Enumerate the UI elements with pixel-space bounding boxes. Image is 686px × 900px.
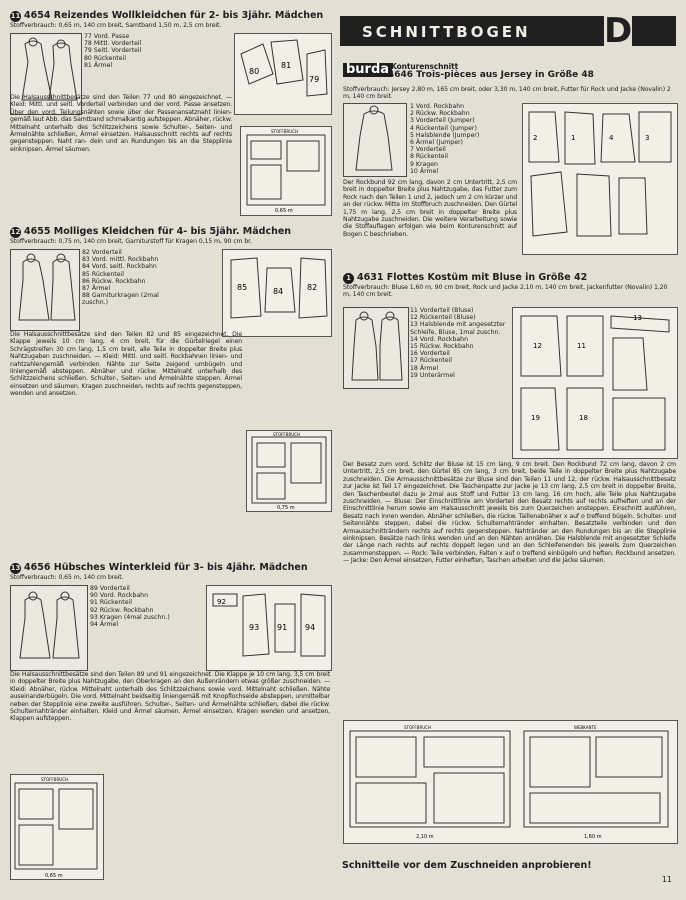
- outfit-illustration: [343, 103, 407, 177]
- svg-text:WEBKANTE: WEBKANTE: [574, 725, 597, 730]
- layout-diagram-4655: [246, 430, 332, 512]
- section-label: SCHNITTBOGEN: [362, 23, 531, 41]
- svg-text:STOFFBRUCH: STOFFBRUCH: [273, 432, 300, 437]
- svg-text:80: 80: [249, 67, 260, 76]
- section-4654: [10, 10, 335, 29]
- svg-text:93: 93: [249, 623, 260, 632]
- burda-heading: -Konturenschnitt 4646 Trois-pièces aus Jersey in Größe 48: [388, 62, 594, 81]
- section-title: 11 4654 Reizendes Wollkleidchen für 2- bis 3jähr. Mädchen: [10, 10, 324, 21]
- instructions-4655: Die Halsausschnittbesätze sind den Teilen 82 und 85 eingezeichnet. Die Klappe jeweils 10 cm lang, 4 cm breit, für die Gürtelriegel einen Schrägstreifen 30 cm lang, 1,5 cm breit, alle Teile in doppelter Breite plus Nahtzugaben zuschneiden. — Kleid: Mittl. und seitl. Rockbahnen linien- und nahtzahlengemäß verbinden. Nähte zur Seite zeigend umbügeln und liniengemäß absteppen. Abnäher und rückw. Mittelnaht unterhalb des Schlitzzeichens schließen. Schulter-, Seiten- und Ärmelnähte steppen. Ärmel einsetzen und säumen. Kragen zuschneiden, rechts auf rechts gegensteppen, wenden und ansetzen.: [10, 331, 242, 398]
- svg-text:2,10 m: 2,10 m: [416, 834, 434, 840]
- svg-text:0,65 m: 0,65 m: [275, 208, 293, 214]
- svg-text:85: 85: [237, 283, 248, 292]
- svg-text:91: 91: [277, 623, 288, 632]
- svg-text:STOFFBRUCH: STOFFBRUCH: [404, 725, 431, 730]
- dress-illustration: [10, 249, 80, 331]
- section-badge: 11: [10, 12, 21, 20]
- svg-text:1,60 m: 1,60 m: [584, 834, 602, 840]
- pattern-pieces-4646: [522, 103, 678, 255]
- pattern-pieces-4654: [234, 33, 332, 115]
- instructions-4654: Die Halsausschnittbesätze sind den Teilen 77 und 80 eingezeichnet. — Kleid: Mittl. und seitl. Vorderteil verbinden und der vord. Passe ansetzen. Über den vord. Teilungsnähten sowie über der Passenansatznaht liniengemäß laut Abb. das Samtband schmalkantig aufsteppen. Abnäher, rückw. Mittelnaht unterhalb des Schlitzzeichens sowie Schulter-, Seiten- und Ärmelnähte schließen, Ärmel einsetzen. Halsausschnitt rechts auf rechts gegensteppen. Naht ran- dein und an Rundungen bis an die Stepplinie einknipsen. Ärmel säumen.: [10, 94, 232, 153]
- section-header-band: [340, 11, 676, 51]
- svg-text:82: 82: [307, 283, 318, 292]
- material-info: Stoffverbrauch: 0,65 m, 140 cm breit, Samtband 1,50 m, 2,5 cm breit.: [10, 22, 222, 29]
- svg-text:11: 11: [577, 342, 586, 350]
- svg-text:4: 4: [609, 134, 614, 142]
- layout-diagram-4656: [10, 774, 104, 880]
- pattern-pieces-4656: [206, 585, 332, 671]
- svg-text:81: 81: [281, 61, 292, 70]
- svg-text:84: 84: [273, 287, 284, 296]
- instructions-4646: Der Rockbund 92 cm lang, davon 2 cm Untertritt, 2,5 cm breit in doppelter Breite plus Nahtzugabe, das Futter zum Rock nach den Teilen 1 und 2, jedoch um 2 cm kürzer und an der rückw. Mitte im Stoffbruch zuschneiden. Den Gürtel 1,75 m lang, 2,5 cm breit in doppelter Breite plus Nahtzugabe zuschneiden. Die weitere Verarbeitung sowie die Stoffauflagen erfolgen wie beim Konturenschnitt auf Bogen C beschrieben.: [343, 179, 517, 238]
- section-4656: 13 4656 Hübsches Winterkleid für 3- bis 4jähr. Mädchen Stoffverbrauch: 0,65 m, 140 cm breit.: [10, 562, 308, 581]
- pattern-pieces-4631: [512, 307, 678, 459]
- svg-text:79: 79: [309, 75, 320, 84]
- part-list-4631: 11 Vorderteil (Bluse) 12 Rückenteil (Bluse) 13 Halsblende mit angesetzter Schleife, Bluse, 1mal zuschn. 14 Vord. Rockbahn 15 Rückw. Rockbahn 16 Vorderteil 17 Rückenteil 18 Ärmel 19 Unterärmel: [410, 307, 506, 379]
- svg-text:94: 94: [305, 623, 316, 632]
- svg-text:92: 92: [217, 598, 226, 606]
- layout-diagram-4631: [343, 720, 678, 844]
- svg-text:STOFFBRUCH: STOFFBRUCH: [271, 129, 298, 134]
- part-list-4646: 1 Vord. Rockbahn 2 Rückw. Rockbahn 3 Vorderteil (Jumper) 4 Rückenteil (Jumper) 5 Halsblende (Jumper) 6 Ärmel (Jumper) 7 Vorderteil 8 Rückenteil 9 Kragen 10 Ärmel: [410, 103, 480, 175]
- svg-text:2: 2: [533, 134, 538, 142]
- section-4655: 12 4655 Molliges Kleidchen für 4- bis 5jähr. Mädchen Stoffverbrauch: 0,75 m, 140 cm breit, Garniturstoff für Kragen 0,15 m, 90 cm br.: [10, 226, 292, 245]
- footer-note: Schnitteile vor dem Zuschneiden anprobieren!: [342, 860, 592, 871]
- svg-text:STOFFBRUCH: STOFFBRUCH: [41, 777, 68, 782]
- svg-text:13: 13: [633, 314, 642, 322]
- section-4631: 1 4631 Flottes Kostüm mit Bluse in Größe 42 Stoffverbrauch: Bluse 1,60 m, 90 cm breit, Rock und Jacke 2,10 m, 140 cm breit, Jackenfutter (Novalin) 1,20 m, 140 cm breit.: [343, 272, 668, 299]
- svg-text:12: 12: [533, 342, 542, 350]
- pattern-pieces-4655: [222, 249, 332, 337]
- svg-text:0,75 m: 0,75 m: [277, 505, 295, 511]
- page-number: 11: [661, 875, 672, 884]
- dress-illustration: [10, 585, 88, 671]
- costume-illustration: [343, 307, 409, 389]
- burda-material: Stoffverbrauch: Jersey 2,80 m, 165 cm breit, oder 3,30 m, 140 cm breit, Futter für Rock und Jacke (Novalin) 2 m, 140 cm breit.: [343, 86, 671, 101]
- svg-text:3: 3: [645, 134, 650, 142]
- part-list-4655: 82 Vorderteil 83 Vord. mittl. Rockbahn 84 Vord. seitl. Rockbahn 85 Rückenteil 86 Rückw. Rockbahn 87 Ärmel 88 Garniturkragen (2mal zuschn.): [82, 249, 159, 307]
- instructions-4631: Der Besatz zum vord. Schlitz der Bluse ist 15 cm lang, 9 cm breit. Den Rockbund 72 cm lang, davon 2 cm Untertritt, 2,5 cm breit, den Gürtel 85 cm lang, 3 cm breit, beide Teile in doppelter Breite plus Nahtzugabe zuschneiden. Die Armausschnittbesätze zur Bluse sind den Teilen 11 und 12, der rückw. Halsausschnittbesatz zur Jacke ist Teil 17 eingezeichnet. Die Taschenpatte zur Jacke je 13 cm lang, 2,5 cm breit in doppelter Breite, den Taschenbeutel dazu je 2mal aus Stoff und Futter 13 cm lang, 16 cm hoch, alle Teile plus Nahtzugabe zuschneiden. — Bluse: Der Einschnittlinie am Vorderteil den Besatz rechts auf rechts aufheften und an der Einschnittlinie herum sowie am Halsausschnitt jeweils bis zum Querzeichen ansteppen. Einschnitt ausführen, Besatz nach innen wenden. Abnäher schließen, die rückw. Taillenabnäher x auf o treffend bügeln. Schulter- und Seitennähte steppen, dabei die rückw. Schulternahtränder einhalten. Besatzteile verbinden und den Armausschnitträndern rechts auf rechts gegensteppen. Nahtränder an den Rundungen bis an die Stepplinie einknipsen. Besätze nach links wenden und an den Nähten annähen. Die Halsblende mit angesetzter Schleife der Länge nach rechts auf rechts doppelt legen und an den Schleifenenden bis jeweils zum Querzeichen zusammensteppen. — Rock: Teile verbinden, Falten x auf o treffend einbügeln und heften. Rockbund ansetzen. — Jacke: Den Ärmel einsetzen, Futter einheften, Taschen arbeiten und die Jacke säumen.: [343, 461, 676, 565]
- section-letter: D: [604, 11, 633, 51]
- instructions-4656: Die Halsausschnittbesätze sind den Teilen 89 und 91 eingezeichnet. Die Klappe je 10 cm lang, 3,5 cm breit in doppelter Breite plus Nahtzugabe, den Oberkragen an den Außenrändern etwas größer zuschneiden. — Kleid: Abnäher, rückw. Mittelnaht unterhalb des Schlitzzeichens sowie vord. Mittelnaht schließen. Nähte auseinanderbügeln. Die vord. Mittelnaht beidseitig liniengemäß mit Knopflochseide absteppen, unmittelbar neben der Stepplinie eine zweite ausführen. Schulter-, Seiten- und Ärmelnähte schließen, dabei die rückw. Schulternahtränder einhalten. Kleid und Ärmel säumen. Ärmel einsetzen. Kragen wenden und ansetzen, Klappen aufsteppen.: [10, 671, 330, 723]
- part-list-4654: 77 Vord. Passe 78 Mittl. Vorderteil 79 Seitl. Vorderteil 80 Rückenteil 81 Ärmel: [84, 33, 142, 69]
- svg-text:0,65 m: 0,65 m: [45, 873, 63, 879]
- part-list-4656: 89 Vorderteil 90 Vord. Rockbahn 91 Rückenteil 92 Rückw. Rockbahn 93 Kragen (4mal zuschn.) 94 Ärmel: [90, 585, 170, 629]
- svg-text:1: 1: [571, 134, 576, 142]
- svg-text:19: 19: [531, 414, 540, 422]
- svg-text:18: 18: [579, 414, 588, 422]
- burda-logo: burda: [343, 63, 392, 77]
- layout-diagram-4654: [240, 126, 332, 216]
